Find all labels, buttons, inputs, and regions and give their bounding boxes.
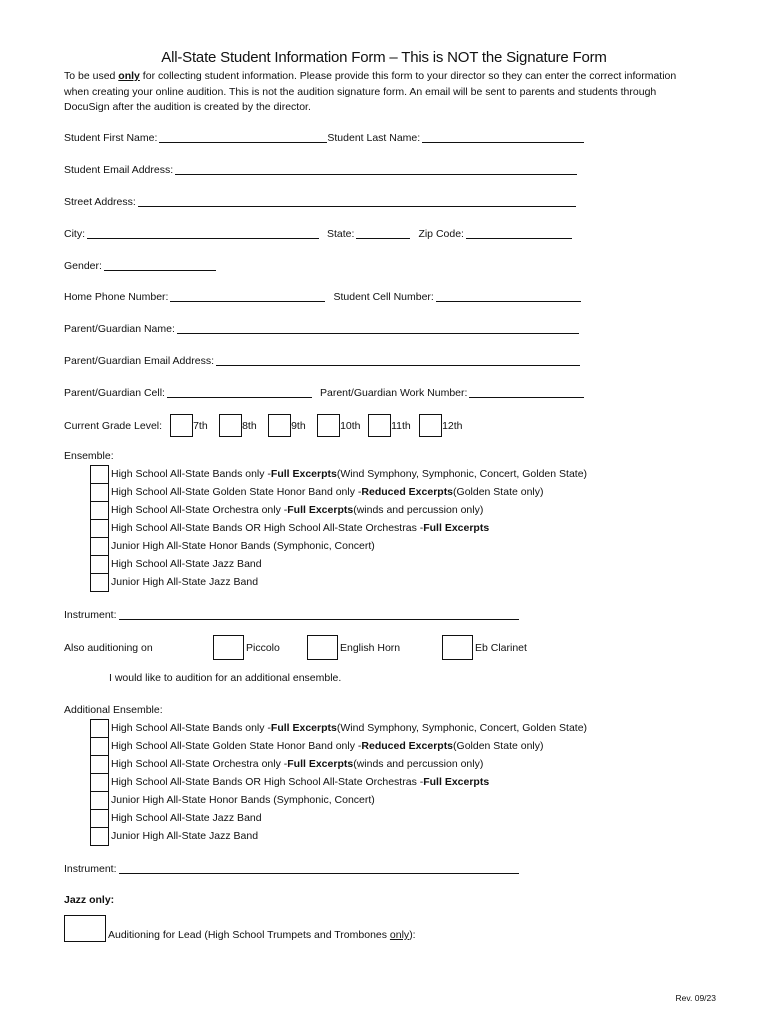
grade-checkbox[interactable]	[219, 414, 242, 437]
cell-label: Student Cell Number:	[333, 291, 434, 303]
city-row	[64, 227, 576, 240]
email-label: Student Email Address:	[64, 164, 174, 176]
instrument2-label: Instrument:	[64, 863, 117, 875]
additional-ensemble-option[interactable]	[90, 755, 587, 773]
grade-option-7th[interactable]	[166, 414, 213, 437]
additional-ensemble-checkbox[interactable]	[90, 719, 109, 738]
instrument2-row	[64, 862, 523, 875]
grade-option-10th[interactable]	[313, 414, 362, 437]
grade-option-label: 9th	[291, 419, 306, 432]
instrument-field[interactable]	[119, 608, 519, 620]
lead-label	[108, 929, 416, 941]
ensemble-checkbox[interactable]	[90, 483, 109, 502]
intro-part2: for collecting student information. Please provide this form to your director so they can enter the correct information when creating your online audition. This is not the audition signature form. An email will be sent to parents and students through DocuSign after the audition is created by the director.	[64, 70, 677, 113]
city-field[interactable]	[87, 227, 319, 239]
form-title: All-State Student Information Form – This is NOT the Signature Form	[161, 49, 607, 66]
additional-ensemble-option[interactable]	[90, 773, 587, 791]
grade-checkbox[interactable]	[317, 414, 340, 437]
parent-work-field[interactable]	[469, 386, 584, 398]
parent-cell-field[interactable]	[167, 386, 312, 398]
zip-field[interactable]	[466, 227, 572, 239]
additional-ensemble-checkbox[interactable]	[90, 827, 109, 846]
ensemble-option[interactable]	[90, 573, 587, 591]
grade-checkbox[interactable]	[170, 414, 193, 437]
grade-checkbox[interactable]	[268, 414, 291, 437]
ensemble-checkbox[interactable]	[90, 519, 109, 538]
option-bold: Full Excerpts	[287, 504, 354, 516]
additional-ensemble-list	[90, 719, 587, 845]
english-horn-label: English Horn	[340, 641, 401, 654]
jazz-only-heading: Jazz only:	[64, 894, 115, 906]
option-text: High School All-State Bands OR High School All-State Orchestras -	[111, 776, 424, 788]
option-text: High School All-State Bands OR High School All-State Orchestras -	[111, 522, 424, 534]
grade-label: Current Grade Level:	[64, 419, 163, 432]
gender-label: Gender:	[64, 260, 102, 272]
option-bold: Full Excerpts	[270, 722, 337, 734]
additional-ensemble-option[interactable]	[90, 737, 587, 755]
lead-checkbox[interactable]	[64, 915, 106, 942]
also-auditioning-row	[64, 635, 527, 660]
additional-ensemble-checkbox[interactable]	[90, 791, 109, 810]
ensemble-checkbox[interactable]	[90, 573, 109, 592]
street-row	[64, 195, 580, 208]
grade-option-12th[interactable]	[415, 414, 464, 437]
option-post: (Wind Symphony, Symphonic, Concert, Golden State)	[336, 468, 588, 480]
option-post: (Golden State only)	[453, 740, 544, 752]
revision-label: Rev. 09/23	[675, 993, 716, 1003]
option-text: High School All-State Golden State Honor Band only -	[111, 486, 362, 498]
zip-label: Zip Code:	[418, 228, 464, 240]
additional-note: I would like to audition for an additional ensemble.	[109, 672, 342, 684]
ensemble-checkbox[interactable]	[90, 537, 109, 556]
option-post: (Golden State only)	[453, 486, 544, 498]
instrument-label: Instrument:	[64, 609, 117, 621]
parent-email-field[interactable]	[216, 354, 580, 366]
email-field[interactable]	[175, 163, 577, 175]
lead-only: only	[389, 929, 410, 941]
option-bold: Full Excerpts	[270, 468, 337, 480]
grade-option-9th[interactable]	[264, 414, 311, 437]
state-label: State:	[327, 228, 355, 240]
street-field[interactable]	[138, 195, 576, 207]
additional-ensemble-checkbox[interactable]	[90, 755, 109, 774]
option-text: High School All-State Golden State Honor Band only -	[111, 740, 362, 752]
state-field[interactable]	[356, 227, 410, 239]
name-row	[64, 131, 588, 144]
option-post: (winds and percussion only)	[353, 504, 484, 516]
option-bold: Full Excerpts	[423, 522, 490, 534]
lead-post: ):	[409, 929, 416, 941]
grade-checkbox[interactable]	[419, 414, 442, 437]
additional-ensemble-checkbox[interactable]	[90, 809, 109, 828]
ensemble-option[interactable]	[90, 465, 587, 483]
option-text: High School All-State Orchestra only -	[111, 504, 288, 516]
city-label: City:	[64, 228, 85, 240]
grade-option-label: 7th	[193, 419, 208, 432]
option-post: (Wind Symphony, Symphonic, Concert, Golden State)	[336, 722, 588, 734]
also-auditioning-label: Also auditioning on	[64, 641, 153, 654]
ensemble-option[interactable]	[90, 537, 587, 555]
piccolo-checkbox[interactable]	[213, 635, 244, 660]
ensemble-checkbox[interactable]	[90, 555, 109, 574]
parent-name-field[interactable]	[177, 322, 579, 334]
grade-option-label: 11th	[391, 419, 411, 432]
first-name-field[interactable]	[159, 131, 327, 143]
option-post: (winds and percussion only)	[353, 758, 484, 770]
option-text: Junior High All-State Honor Bands (Symphonic, Concert)	[111, 540, 375, 552]
option-bold: Reduced Excerpts	[361, 486, 454, 498]
option-text: High School All-State Jazz Band	[111, 558, 262, 570]
grade-row	[64, 414, 466, 437]
parent-work-label: Parent/Guardian Work Number:	[319, 387, 468, 399]
ensemble-option[interactable]	[90, 501, 587, 519]
option-text: High School All-State Bands only -	[111, 468, 271, 480]
email-row	[64, 163, 581, 176]
lead-row	[64, 915, 416, 942]
last-name-label: Student Last Name:	[327, 132, 421, 144]
ensemble-option[interactable]	[90, 555, 587, 573]
option-text: High School All-State Bands only -	[111, 722, 271, 734]
intro-only: only	[118, 70, 140, 82]
intro-part1: To be used	[64, 70, 119, 82]
additional-ensemble-option[interactable]	[90, 827, 587, 845]
option-text: High School All-State Orchestra only -	[111, 758, 288, 770]
home-phone-field[interactable]	[170, 290, 325, 302]
option-text: High School All-State Jazz Band	[111, 812, 262, 824]
last-name-field[interactable]	[422, 131, 584, 143]
eb-clarinet-checkbox[interactable]	[442, 635, 473, 660]
grade-option-label: 10th	[340, 419, 361, 432]
grade-option-8th[interactable]	[215, 414, 262, 437]
home-phone-label: Home Phone Number:	[64, 291, 169, 303]
grade-checkbox[interactable]	[368, 414, 391, 437]
parent-email-label: Parent/Guardian Email Address:	[64, 355, 214, 367]
eb-clarinet-label: Eb Clarinet	[475, 641, 527, 654]
instrument2-field[interactable]	[119, 862, 519, 874]
intro-text	[64, 69, 704, 116]
additional-ensemble-checkbox[interactable]	[90, 773, 109, 792]
additional-ensemble-checkbox[interactable]	[90, 737, 109, 756]
english-horn-checkbox[interactable]	[307, 635, 338, 660]
grade-option-11th[interactable]	[364, 414, 413, 437]
additional-ensemble-label: Additional Ensemble:	[64, 704, 163, 716]
parent-name-label: Parent/Guardian Name:	[64, 323, 175, 335]
parent-name-row	[64, 322, 583, 335]
gender-row	[64, 259, 220, 272]
additional-ensemble-option[interactable]	[90, 719, 587, 737]
instrument-row	[64, 608, 523, 621]
street-label: Street Address:	[64, 196, 136, 208]
ensemble-option[interactable]	[90, 483, 587, 501]
grade-option-label: 8th	[242, 419, 257, 432]
piccolo-label: Piccolo	[246, 641, 280, 654]
option-bold: Full Excerpts	[423, 776, 490, 788]
parent-cell-label: Parent/Guardian Cell:	[64, 387, 165, 399]
ensemble-list	[90, 465, 587, 591]
ensemble-label: Ensemble:	[64, 450, 114, 462]
option-text: Junior High All-State Honor Bands (Symphonic, Concert)	[111, 794, 375, 806]
parent-email-row	[64, 354, 584, 367]
ensemble-checkbox[interactable]	[90, 465, 109, 484]
ensemble-option[interactable]	[90, 519, 587, 537]
option-text: Junior High All-State Jazz Band	[111, 830, 259, 842]
parent-phone-row	[64, 386, 588, 399]
additional-ensemble-option[interactable]	[90, 791, 587, 809]
cell-field[interactable]	[436, 290, 581, 302]
ensemble-checkbox[interactable]	[90, 501, 109, 520]
lead-text: Auditioning for Lead (High School Trumpets and Trombones	[108, 929, 390, 941]
gender-field[interactable]	[104, 259, 216, 271]
first-name-label: Student First Name:	[64, 132, 158, 144]
option-bold: Full Excerpts	[287, 758, 354, 770]
phone-row	[64, 290, 585, 303]
option-bold: Reduced Excerpts	[361, 740, 454, 752]
additional-ensemble-option[interactable]	[90, 809, 587, 827]
grade-option-label: 12th	[442, 419, 463, 432]
option-text: Junior High All-State Jazz Band	[111, 576, 259, 588]
